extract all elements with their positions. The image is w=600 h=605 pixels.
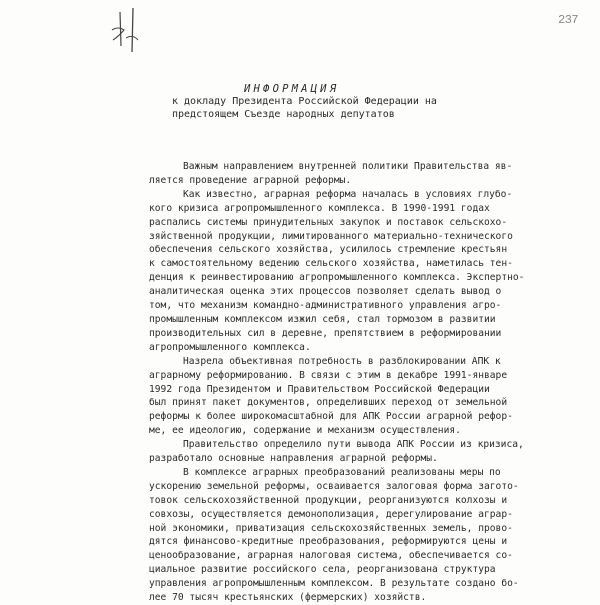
paragraph-line: реформы к более широкомасштабной для АПК России аграрной рефор- <box>149 411 513 423</box>
paragraph-line: ляется проведение аграрной реформы. <box>149 174 352 186</box>
paragraph-line: зяйственной продукции, лимитированного материально-технического <box>149 230 513 242</box>
paragraph-line: аграрному реформированию. В связи с этим в декабре 1991-январе <box>149 369 508 381</box>
paragraph <box>149 466 589 605</box>
paragraph-line: дятся финансово-кредитные преобразования, реформируются цены и <box>149 536 508 548</box>
paragraph <box>149 355 589 438</box>
paragraph-line: распались системы принудительных закупок и поставок сельскохо- <box>149 216 508 228</box>
paragraph-line: Правительство определило пути вывода АПК России из кризиса, <box>183 439 524 451</box>
paragraph-line: товок сельскохозяйственной продукции, реорганизуются колхозы и <box>149 494 508 506</box>
paragraph-line: ной экономики, приватизация сельскохозяйственных земель, прово- <box>149 522 513 534</box>
paragraph-line: агропромышленного комплекса. <box>149 341 311 353</box>
paragraph-line: лее 70 тысяч крестьянских (фермерских) хозяйств. <box>149 592 427 604</box>
paragraph-line: обеспечения сельского хозяйства, усилилось стремление крестьян <box>149 244 508 256</box>
subtitle-line: предстоящем Съезде народных депутатов <box>172 108 395 120</box>
paragraph-line: разработало основные направления аграрной реформы. <box>149 453 438 465</box>
document-body <box>149 160 589 605</box>
paragraph-line: том, что механизм командно-административного управления агро- <box>149 300 502 312</box>
paragraph-line: управления агропромышленным комплексом. В результате создано бо- <box>149 578 519 590</box>
paragraph-line: ценообразование, аграрная налоговая система, обеспечивается со- <box>149 550 513 562</box>
paragraph-line: циальное развитие российского села, реорганизована структура <box>149 564 496 576</box>
paragraph-line: В комплексе аграрных преобразований реализованы меры по <box>183 466 501 478</box>
handwritten-marks <box>0 0 600 80</box>
paragraph <box>149 188 589 355</box>
document-subtitle <box>172 96 437 121</box>
paragraph-line: был принят пакет документов, определивших переход от земельной <box>149 397 508 409</box>
paragraph <box>149 438 589 466</box>
paragraph-line: кого кризиса агропромышленного комплекса. В 1990-1991 годах <box>149 202 490 214</box>
document-title: ИНФОРМАЦИЯ <box>244 83 340 95</box>
paragraph-line: денция к реинвестированию агропромышленного комплекса. Экспертно- <box>149 272 525 284</box>
paragraph-line: производительных сил в деревне, препятствием в реформировании <box>149 327 502 339</box>
paragraph-line: Назрела объективная потребность в разблокировании АПК к <box>183 355 501 367</box>
paragraph-line: к самостоятельному ведению сельского хозяйства, наметилась тен- <box>149 258 513 270</box>
paragraph-line: совхозы, осуществляется демонополизация, дерегулирование аграр- <box>149 508 513 520</box>
paragraph <box>149 160 589 188</box>
paragraph-line: Важным направлением внутренней политики Правительства яв- <box>183 161 513 172</box>
paragraph-line: ме, ее идеологию, содержание и механизм осуществления. <box>149 425 461 437</box>
subtitle-line: к докладу Президента Российской Федерации на <box>172 96 437 107</box>
paragraph-line: Как известно, аграрная реформа началась в условиях глубо- <box>183 188 513 200</box>
paragraph-line: аналитическая оценка этих процессов позволяет сделать вывод о <box>149 286 502 298</box>
paragraph-line: ускорению земельной реформы, осваивается залоговая форма загото- <box>149 480 519 492</box>
paragraph-line: промышленным комплексом изжил себя, стал тормозом в развитии <box>149 313 496 325</box>
page-number: 237 <box>558 13 579 27</box>
paragraph-line: 1992 года Президентом и Правительством Российской Федерации <box>149 383 490 395</box>
